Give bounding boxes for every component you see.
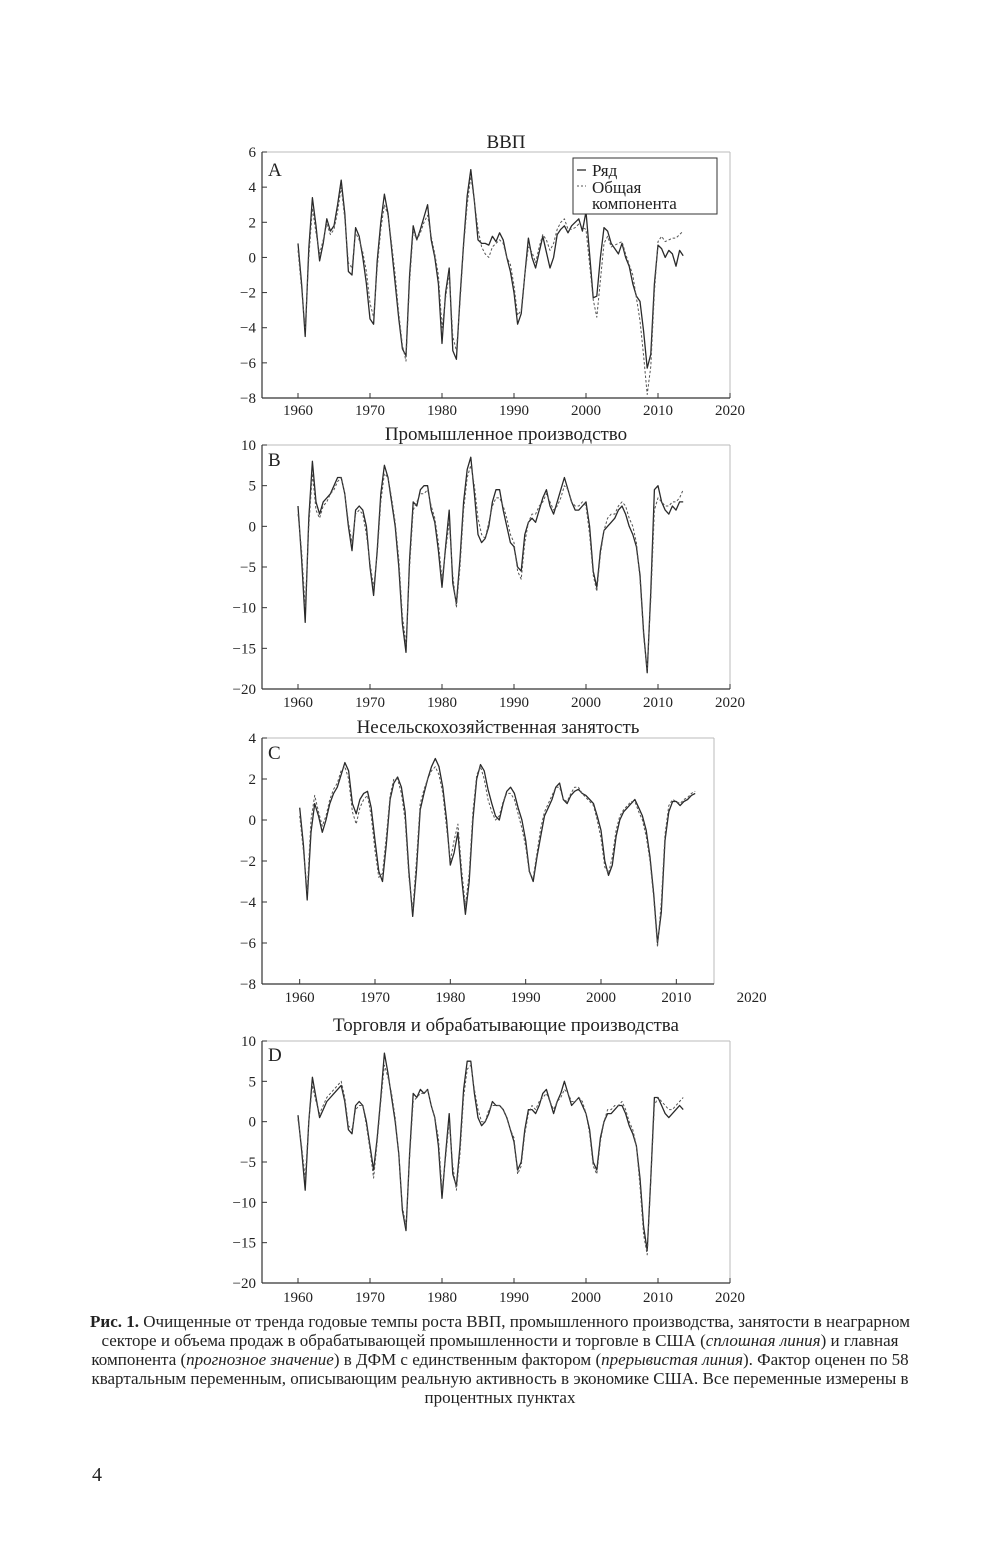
- x-tick-label: 2020: [715, 1290, 745, 1306]
- y-tick-label: −2: [240, 285, 256, 302]
- y-tick-label: −8: [240, 391, 256, 407]
- chart-panel-a: [240, 132, 745, 419]
- x-tick-label: 2010: [661, 990, 692, 1006]
- figure-caption: [80, 1312, 920, 1407]
- y-tick-label: 0: [248, 813, 256, 829]
- x-tick-label: 1970: [355, 403, 385, 419]
- x-tick-label: 2020: [715, 403, 745, 419]
- y-tick-label: 4: [248, 731, 256, 747]
- panel-label: D: [268, 1045, 282, 1066]
- legend: [573, 158, 717, 214]
- x-tick-label: 2000: [571, 403, 601, 419]
- y-tick-label: 10: [241, 1034, 256, 1050]
- chart-title: Несельскохозяйственная занятость: [356, 717, 640, 738]
- y-tick-label: 10: [241, 438, 256, 454]
- legend-label-component: компонента: [592, 194, 677, 213]
- caption-dashed-word: прерывистая линия: [601, 1350, 743, 1369]
- series-line: [298, 1053, 683, 1251]
- common-component-line: [298, 1065, 683, 1255]
- y-tick-label: 6: [248, 145, 256, 161]
- common-component-line: [300, 767, 696, 947]
- y-tick-label: −6: [240, 355, 256, 372]
- x-tick-label: 1970: [360, 990, 390, 1006]
- chart-panel-b: [233, 424, 745, 711]
- y-tick-label: −4: [240, 895, 256, 911]
- x-tick-label: 2010: [643, 1290, 673, 1306]
- series-line: [300, 759, 696, 944]
- x-tick-label: 1960: [284, 990, 315, 1006]
- x-tick-label: 2020: [736, 990, 767, 1006]
- x-tick-label: 1980: [427, 403, 457, 419]
- y-tick-label: −20: [232, 682, 256, 698]
- x-tick-label: 2020: [715, 695, 745, 711]
- panel-label: B: [268, 450, 281, 471]
- chart-title: Торговля и обрабатывающие производства: [333, 1015, 679, 1036]
- y-tick-label: −20: [232, 1276, 256, 1292]
- caption-text-4: ). Фактор оценен по 58 квартальным переменным, описывающим реальную активность в экономике США. Все переменные измерены в процентных пунктах: [91, 1350, 909, 1407]
- x-tick-label: 1960: [283, 403, 313, 419]
- legend-label-common: Общая: [592, 178, 642, 197]
- x-tick-label: 1960: [283, 1290, 313, 1306]
- x-tick-label: 2010: [643, 695, 673, 711]
- x-tick-label: 2000: [586, 990, 616, 1006]
- caption-solid-word: сплошная линия: [705, 1331, 821, 1350]
- y-tick-label: −2: [240, 854, 256, 870]
- y-tick-label: −5: [240, 560, 256, 576]
- series-line: [298, 457, 683, 673]
- y-tick-label: 0: [248, 519, 256, 536]
- panel-label: A: [268, 160, 282, 181]
- chart-panel-c: [240, 717, 767, 1006]
- x-tick-label: 1980: [427, 1290, 457, 1306]
- chart-title: ВВП: [486, 132, 526, 153]
- y-tick-label: −15: [232, 1235, 256, 1252]
- y-tick-label: −10: [232, 600, 256, 617]
- x-tick-label: 1980: [427, 695, 457, 711]
- x-tick-label: 1990: [499, 403, 529, 419]
- legend-label-series: Ряд: [592, 161, 618, 180]
- y-tick-label: 2: [248, 772, 256, 788]
- chart-panel-d: [233, 1015, 745, 1306]
- y-tick-label: −4: [240, 320, 256, 337]
- panel-label: C: [268, 743, 281, 764]
- caption-forecast-word: прогнозное значение: [186, 1350, 334, 1369]
- x-tick-label: 1960: [283, 695, 313, 711]
- y-tick-label: −15: [232, 641, 256, 658]
- x-tick-label: 1990: [499, 695, 529, 711]
- y-tick-label: 0: [248, 250, 256, 267]
- caption-text-1: Очищенные от тренда годовые темпы роста ВВП, промышленного производства, занятости в неаграрном секторе и объема продаж в обрабатывающей промышленности и торговле в США (: [101, 1312, 910, 1350]
- caption-text-3: ) в ДФМ с единственным фактором (: [333, 1350, 602, 1369]
- chart-title: Промышленное производство: [384, 424, 628, 445]
- x-tick-label: 2000: [571, 695, 601, 711]
- caption-label: Рис. 1.: [90, 1312, 140, 1331]
- x-tick-label: 1990: [499, 1290, 529, 1306]
- y-tick-label: −10: [232, 1195, 256, 1212]
- common-component-line: [298, 465, 683, 668]
- x-tick-label: 1990: [510, 990, 541, 1006]
- y-tick-label: 0: [248, 1114, 256, 1131]
- x-tick-label: 2010: [643, 403, 673, 419]
- y-tick-label: −5: [240, 1155, 256, 1171]
- y-tick-label: −8: [240, 977, 256, 993]
- x-tick-label: 1970: [355, 695, 385, 711]
- x-tick-label: 2000: [571, 1290, 601, 1306]
- y-tick-label: −6: [240, 936, 256, 952]
- page-number: 4: [92, 1464, 102, 1486]
- y-tick-label: 4: [248, 180, 256, 197]
- caption-text-2: ) и главная компонента (: [91, 1331, 899, 1369]
- x-tick-label: 1970: [355, 1290, 385, 1306]
- x-tick-label: 1980: [435, 990, 466, 1006]
- y-tick-label: 2: [248, 215, 256, 232]
- y-tick-label: 5: [248, 478, 256, 495]
- y-tick-label: 5: [248, 1074, 256, 1091]
